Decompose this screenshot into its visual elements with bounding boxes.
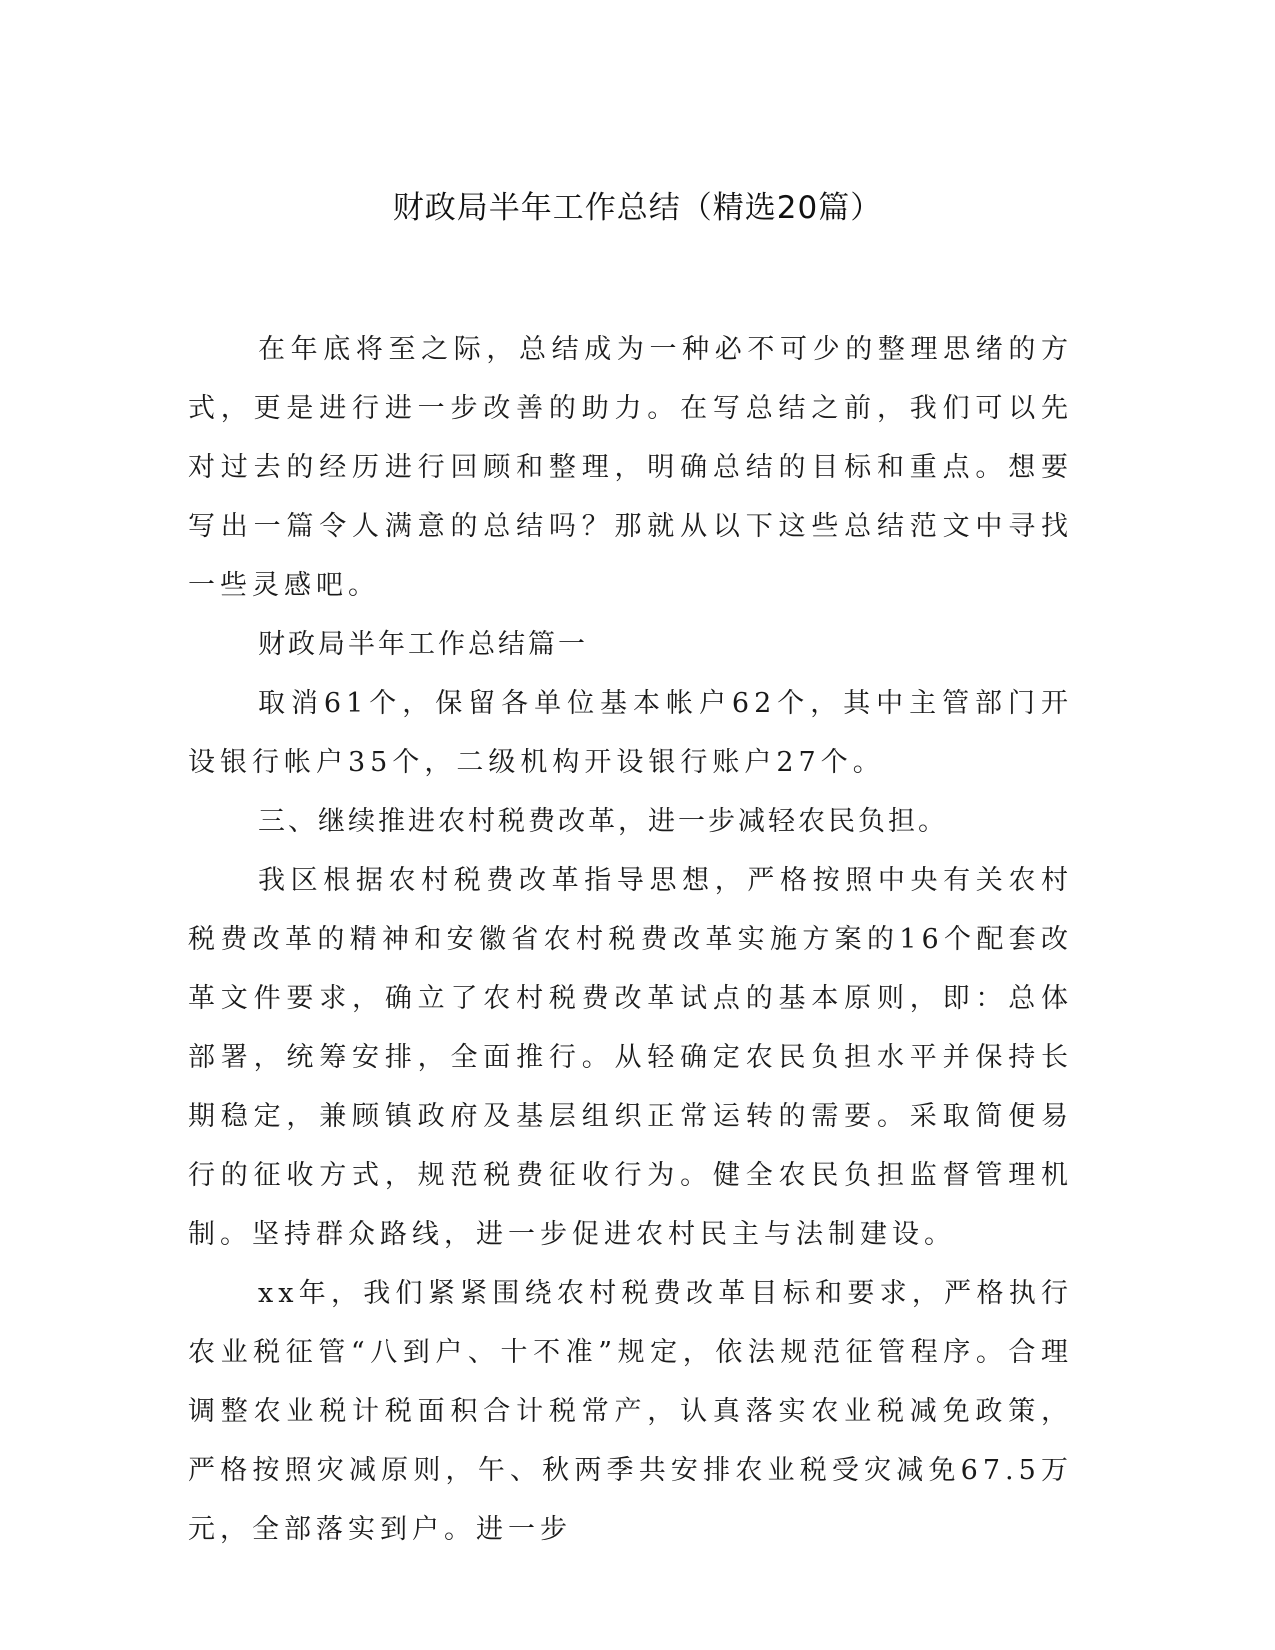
body-paragraph: xx年，我们紧紧围绕农村税费改革目标和要求，严格执行农业税征管“八到户、十不准”规定，依法规范征管程序。合理调整农业税计税面积合计税常产，认真落实农业税减免政策，严格按照灾减原则，午、秋两季共安排农业税受灾减免67.5万元，全部落实到户。进一步 [188, 1278, 1073, 1545]
document-title: 财政局半年工作总结（精选20篇） [392, 190, 883, 226]
section-heading: 财政局半年工作总结篇一 [258, 629, 588, 660]
intro-paragraph: 在年底将至之际，总结成为一种必不可少的整理思绪的方式，更是进行进一步改善的助力。在写总结之前，我们可以先对过去的经历进行回顾和整理，明确总结的目标和重点。想要写出一篇令人满意的总结吗？那就从以下这些总结范文中寻找一些灵感吧。 [188, 334, 1073, 601]
subsection-heading: 三、继续推进农村税费改革，进一步减轻农民负担。 [258, 806, 948, 837]
document-body [188, 320, 1073, 1559]
body-paragraph: 取消61个，保留各单位基本帐户62个，其中主管部门开设银行帐户35个，二级机构开设银行账户27个。 [188, 688, 1073, 778]
body-paragraph: 我区根据农村税费改革指导思想，严格按照中央有关农村税费改革的精神和安徽省农村税费改革实施方案的16个配套改革文件要求，确立了农村税费改革试点的基本原则，即：总体部署，统筹安排，全面推行。从轻确定农民负担水平并保持长期稳定，兼顾镇政府及基层组织正常运转的需要。采取简便易行的征收方式，规范税费征收行为。健全农民负担监督管理机制。坚持群众路线，进一步促进农村民主与法制建设。 [188, 865, 1073, 1250]
